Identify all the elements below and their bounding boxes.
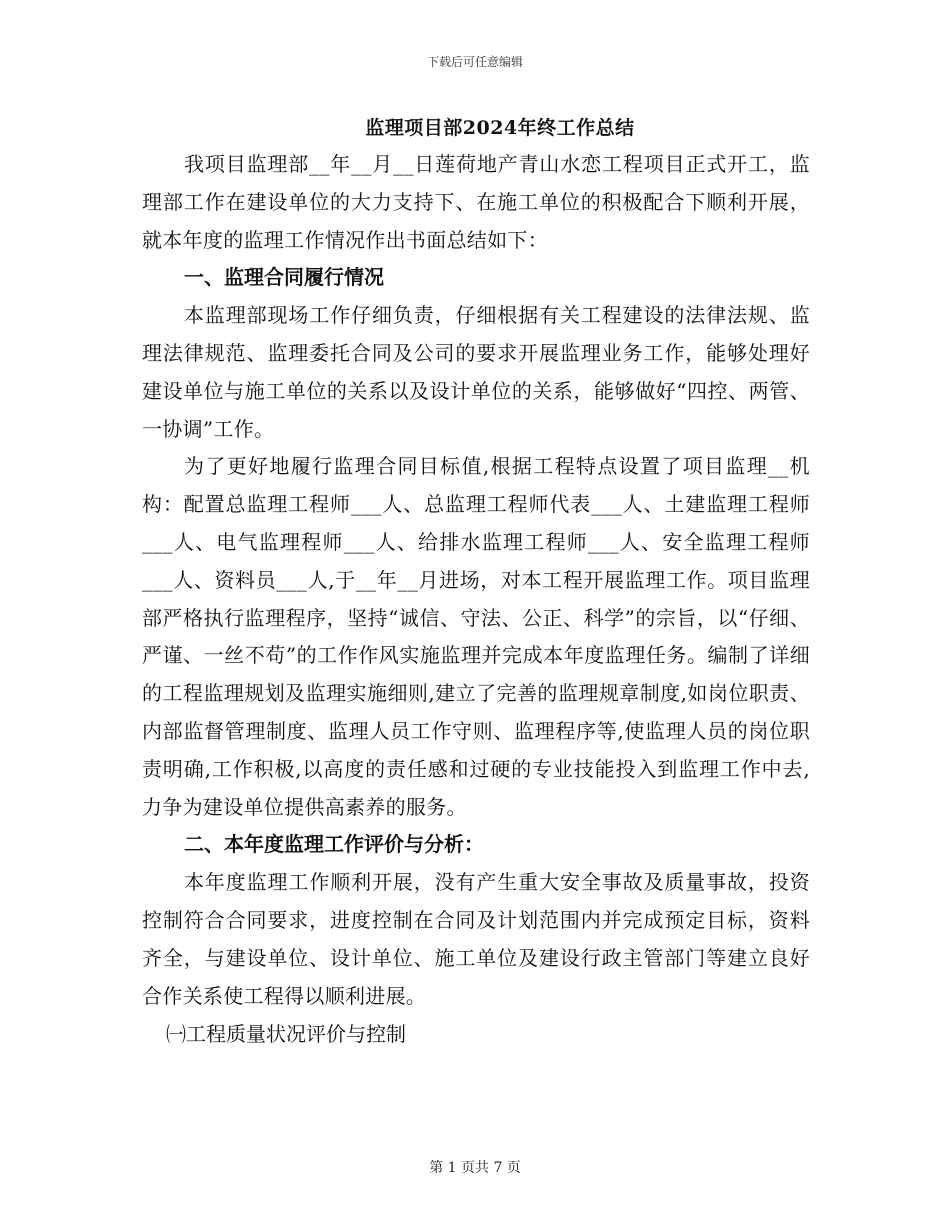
- section-2-heading: 二、本年度监理工作评价与分析：: [184, 832, 484, 857]
- section-2-paragraph: 本年度监理工作顺利开展，没有产生重大安全事故及质量事故，投资控制符合合同要求，进度控制在合同及计划范围内并完成预定目标，资料齐全，与建设单位、设计单位、施工单位及建设行政主管部门等建立良好合作关系使工程得以顺利进展。: [142, 870, 810, 1008]
- document-title: 监理项目部2024年终工作总结: [365, 117, 635, 139]
- intro-paragraph: 我项目监理部__年__月__日莲荷地产青山水恋工程项目正式开工，监理部工作在建设单位的大力支持下、在施工单位的积极配合下顺利开展，就本年度的监理工作情况作出书面总结如下：: [142, 152, 810, 252]
- section-1-heading: 一、监理合同履行情况: [184, 265, 384, 290]
- page-number-footer: 第 1 页共 7 页: [429, 1160, 521, 1176]
- document-body: [142, 146, 810, 1053]
- section-1-paragraph-2: 为了更好地履行监理合同目标值,根据工程特点设置了项目监理__机构：配置总监理工程师___人、总监理工程师代表___人、土建监理工程师___人、电气监理程师___人、给排水监理工程师___人、安全监理工程师___人、资料员___人,于__年__月进场，对本工程开展监理工作。项目监理部严格执行监理程序，坚持“诚信、守法、公正、科学”的宗旨，以“仔细、严谨、一丝不苟”的工作作风实施监理并完成本年度监理任务。编制了详细的工程监理规划及监理实施细则,建立了完善的监理规章制度,如岗位职责、内部监督管理制度、监理人员工作守则、监理程序等,使监理人员的岗位职责明确,工作积极,以高度的责任感和过硬的专业技能投入到监理工作中去,力争为建设单位提供高素养的服务。: [142, 454, 810, 819]
- quality-subheading: ㈠工程质量状况评价与控制: [166, 1022, 406, 1047]
- section-1-paragraph-1: 本监理部现场工作仔细负责，仔细根据有关工程建设的法律法规、监理法律规范、监理委托合同及公司的要求开展监理业务工作，能够处理好建设单位与施工单位的关系以及设计单位的关系，能够做好“四控、两管、一协调”工作。: [142, 303, 810, 441]
- download-edit-note: 下载后可任意编辑: [426, 55, 523, 69]
